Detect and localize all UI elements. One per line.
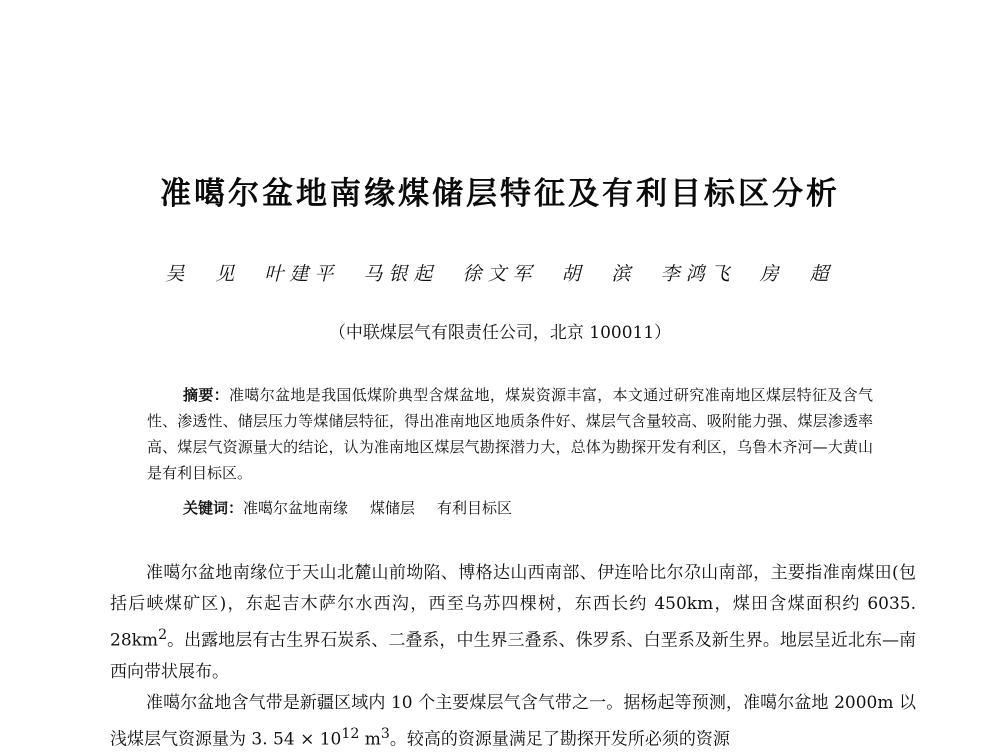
author-name: 房 超 xyxy=(759,263,835,285)
keyword: 煤储层 xyxy=(370,499,416,517)
keywords-label: 关键词： xyxy=(183,499,244,517)
body-text xyxy=(110,558,916,755)
body-paragraph xyxy=(110,558,916,688)
author-name: 徐文军 xyxy=(462,263,538,285)
author-name: 马银起 xyxy=(363,263,439,285)
affiliation: （中联煤层气有限责任公司，北京 100011） xyxy=(328,323,672,343)
author-name: 李鸿飞 xyxy=(660,263,736,285)
author-list xyxy=(0,259,1000,286)
keyword: 有利目标区 xyxy=(437,499,513,517)
text-run: 准噶尔盆地含气带是新疆区域内 10 个主要煤层气含气带之一。据杨起等预测，准噶尔盆地 2000m 以浅煤层气资源量为 3. 54 × 10 xyxy=(110,692,916,750)
text-run: 。较高的资源量满足了勘探开发所必须的资源 xyxy=(389,729,730,750)
abstract-text: 准噶尔盆地是我国低煤阶典型含煤盆地，煤炭资源丰富，本文通过研究准南地区煤层特征及含气性、渗透性、储层压力等煤储层特征，得出准南地区地质条件好、煤层气含量较高、吸附能力强、煤层渗透率高、煤层气资源量大的结论，认为准南地区煤层气勘探潜力大，总体为勘探开发有利区，乌鲁木齐河—大黄山是有利目标区。 xyxy=(147,386,873,482)
text-run: 准噶尔盆地南缘位于天山北麓山前坳陷、博格达山西南部、伊连哈比尔尕山南部，主要指准南煤田(包括后峡煤矿区)，东起吉木萨尔水西沟，西至乌苏四棵树，东西长约 450km，煤田含煤面积约 6035. 28km xyxy=(110,563,916,651)
keyword: 准噶尔盆地南缘 xyxy=(243,499,349,517)
superscript: 2 xyxy=(158,627,168,643)
superscript: 12 xyxy=(341,725,360,742)
abstract-label: 摘要： xyxy=(183,386,230,404)
text-run: m xyxy=(359,729,381,750)
text-run: 。出露地层有古生界石炭系、二叠系，中生界三叠系、侏罗系、白垩系及新生界。地层呈近北东—南西向带状展布。 xyxy=(110,630,916,682)
abstract xyxy=(147,382,873,486)
superscript: 3 xyxy=(380,725,390,742)
author-name: 吴 见 xyxy=(165,263,241,285)
author-name: 叶建平 xyxy=(264,263,340,285)
paper-title: 准噶尔盆地南缘煤储层特征及有利目标区分析 xyxy=(160,176,840,212)
keywords xyxy=(183,497,883,518)
author-name: 胡 滨 xyxy=(561,263,637,285)
